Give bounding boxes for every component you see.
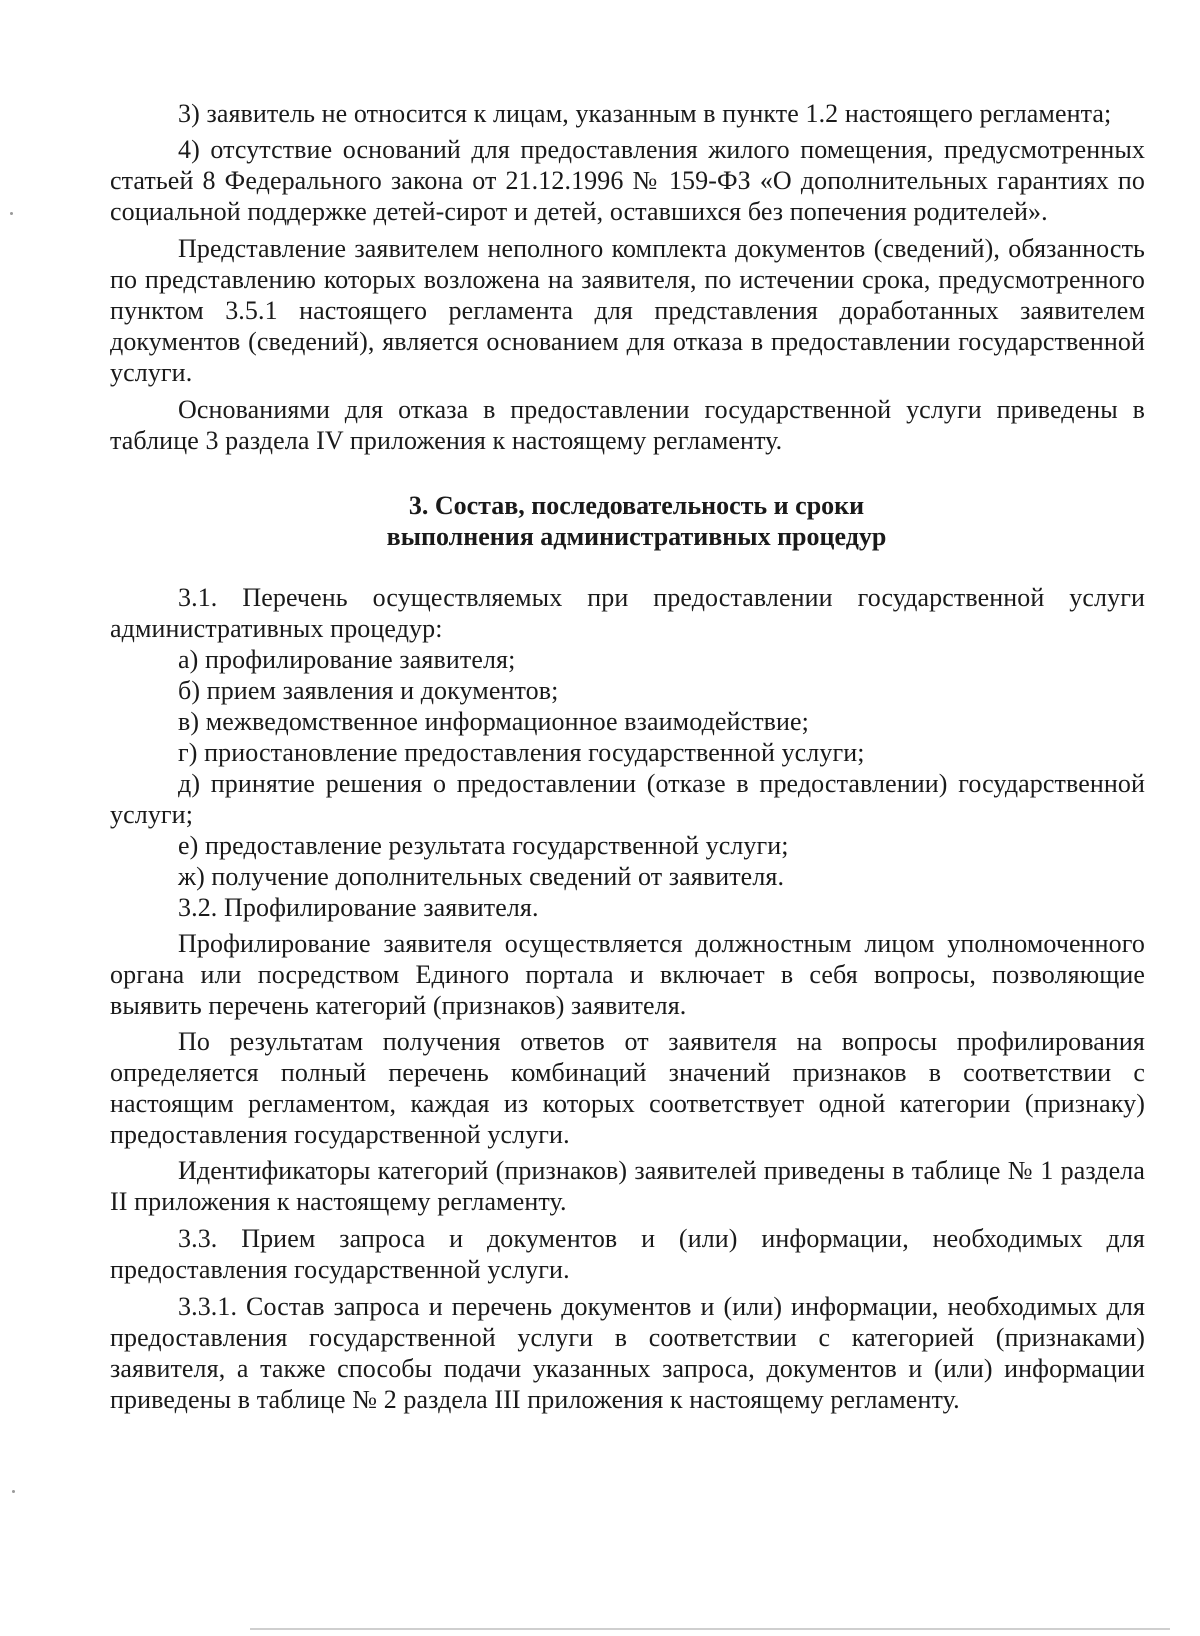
list-item-d: д) принятие решения о предоставлении (отказе в предоставлении) государственной услуги; — [110, 769, 1145, 829]
list-item-g: г) приостановление предоставления государственной услуги; — [178, 738, 865, 767]
section-heading-line-2: выполнения административных процедур — [386, 522, 887, 551]
paragraph-3-1: 3.1. Перечень осуществляемых при предоставлении государственной услуги административных процедур: — [110, 583, 1145, 643]
document-body — [110, 98, 1145, 1415]
paragraph-incomplete-documents: Представление заявителем неполного комплекта документов (сведений), обязанность по представлению которых возложена на заявителя, по истечении срока, предусмотренного пунктом 3.5.1 настоящего регламента для представления доработанных заявителем документов (сведений), является основанием для отказа в предоставлении государственной услуги. — [110, 234, 1145, 387]
list-item-a: а) профилирование заявителя; — [178, 645, 516, 674]
paragraph-profiling-results: По результатам получения ответов от заявителя на вопросы профилирования определяется полный перечень комбинаций значений признаков в соответствии с настоящим регламентом, каждая из которых соответствует одной категории (признаку) предоставления государственной услуги. — [110, 1027, 1145, 1149]
scan-edge-line — [250, 1628, 1170, 1630]
paragraph-3-2: 3.2. Профилирование заявителя. — [178, 893, 539, 922]
paragraph-refusal-grounds: Основаниями для отказа в предоставлении государственной услуги приведены в таблице 3 раздела IV приложения к настоящему регламенту. — [110, 395, 1145, 455]
paragraph-item-4: 4) отсутствие оснований для предоставления жилого помещения, предусмотренных статьей 8 Федерального закона от 21.12.1996 № 159-ФЗ «О дополнительных гарантиях по социальной поддержке детей-сирот и детей, оставшихся без попечения родителей». — [110, 135, 1145, 226]
list-item-e: е) предоставление результата государственной услуги; — [178, 831, 789, 860]
paragraph-item-3: 3) заявитель не относится к лицам, указанным в пункте 1.2 настоящего регламента; — [178, 99, 1112, 128]
list-item-zh: ж) получение дополнительных сведений от заявителя. — [178, 862, 785, 891]
scan-mark — [10, 212, 13, 215]
paragraph-profiling: Профилирование заявителя осуществляется должностным лицом уполномоченного органа или посредством Единого портала и включает в себя вопросы, позволяющие выявить перечень категорий (признаков) заявителя. — [110, 929, 1145, 1020]
scan-mark — [12, 1490, 15, 1493]
section-heading — [110, 490, 1145, 552]
paragraph-3-3-1: 3.3.1. Состав запроса и перечень документов и (или) информации, необходимых для предоставления государственной услуги в соответствии с категорией (признаками) заявителя, а также способы подачи указанных запроса, документов и (или) информации приведены в таблице № 2 раздела III приложения к настоящему регламенту. — [110, 1292, 1145, 1414]
section-heading-line-1: 3. Состав, последовательность и сроки — [408, 491, 865, 520]
list-item-b: б) прием заявления и документов; — [178, 676, 559, 705]
paragraph-3-3: 3.3. Прием запроса и документов и (или) информации, необходимых для предоставления государственной услуги. — [110, 1224, 1145, 1284]
list-item-v: в) межведомственное информационное взаимодействие; — [178, 707, 810, 736]
paragraph-identifiers: Идентификаторы категорий (признаков) заявителей приведены в таблице № 1 раздела II приложения к настоящему регламенту. — [110, 1156, 1145, 1216]
